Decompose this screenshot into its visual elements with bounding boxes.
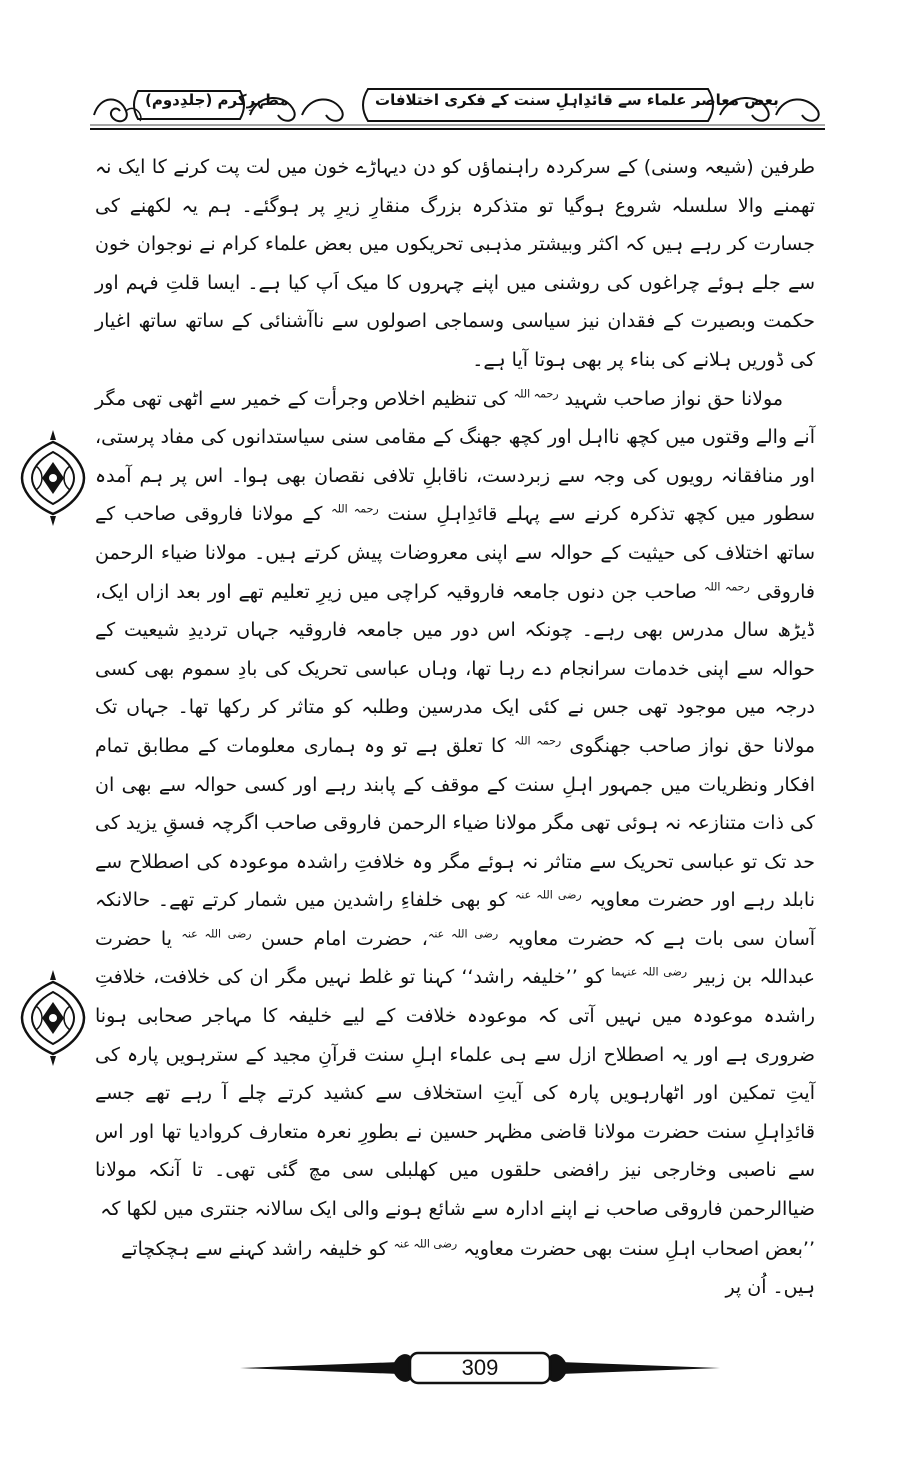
p2-text-d: صاحب جن دنوں جامعہ فاروقیہ کراچی میں زیرِ تعلیم تھے اور بعد ازاں ایک، ڈیڑھ سال مدرس بھی رہے۔ چونکہ اس دور میں جامعہ فاروقیہ جہاں تردیدِ شیعیت کے حوالہ سے اپنی خدمات سرانجام دے رہا تھا، وہاں عباسی تحریک کی بادِ سموم بھی کسی درجہ میں موجود تھی جس نے کئی ایک مدرسین وطلبہ کو متاثر کر رکھا تھا۔ جہاں تک مولانا حق نواز صاحب جھنگوی <box>95 580 816 757</box>
honorific-rh: رحمہ اللہ <box>703 580 750 594</box>
p2-text-a: مولانا حق نواز صاحب شہید <box>564 387 783 410</box>
quote-part-2: کو خلیفہ راشد کہنے سے ہچکچاتے ہیں۔ اُن پر <box>121 1238 815 1298</box>
p2-text-h: یا حضرت عبداللہ بن زبیر <box>95 927 815 989</box>
honorific-ra: رضی اللہ عنہ <box>427 927 499 941</box>
p2-text-b: کی تنظیم اخلاص وجرأت کے خمیر سے اٹھی تھی مگر آنے والے وقتوں میں کچھ نااہل اور کچھ جھنگ کے مقامی سنی سیاستدانوں کی مفاد پرستی، اور منافقانہ رویوں کی وجہ سے زبردست، ناقابلِ تلافی نقصان بھی ہوا۔ اس پر ہم آمدہ سطور میں کچھ تذکرہ کرنے سے پہلے قائدِاہلِ سنت <box>95 387 815 526</box>
paragraph-1-text: طرفین (شیعہ وسنی) کے سرکردہ راہنماؤں کو دن دیہاڑے خون میں لت پت کرنے کا ایک نہ تھمنے والا سلسلہ شروع ہوگیا تو متذکرہ بزرگ منقارِ زیرِ پر ہوگئے۔ ہم یہ لکھنے کی جسارت کر رہے ہیں کہ اکثر وبیشتر مذہبی تحریکوں میں بعض علماء کرام نے نوجوان خون سے جلے ہوئے چراغوں کی روشنی میں اپنے چہروں کا میک اَپ کیا ہے۔ ایسا قلتِ فہم اور حکمت وبصیرت کے فقدان نیز سیاسی وسماجی اصولوں سے ناآشنائی کے ساتھ ساتھ اغیار کی ڈوریں ہلانے کی بناء پر بھی ہوتا آیا ہے۔ <box>95 156 815 371</box>
honorific-ra-dual: رضی اللہ عنہما <box>611 966 688 980</box>
p2-text-f: کو بھی خلفاءِ راشدین میں شمار کرتے تھے۔ حالانکہ آسان سی بات ہے کہ حضرت معاویہ <box>95 889 816 950</box>
honorific-ra: رضی اللہ عنہ <box>393 1237 458 1251</box>
chapter-title: بعض معاصر علماء سے قائدِاہلِ سنت کے فکری اختلافات <box>375 91 779 109</box>
paragraph-1 <box>95 148 815 380</box>
paragraph-2 <box>95 380 815 1229</box>
side-ornament-icon <box>18 968 88 1068</box>
p2-text-e: کا تعلق ہے تو وہ ہماری معلومات کے مطابق تمام افکار ونظریات میں جمہور اہلِ سنت کے موقف کے پابند رہے اور کسی حوالہ سے بھی ان کی ذات متنازعہ نہ ہوئی تھی مگر مولانا ضیاء الرحمن فاروقی صاحب اگرچہ فسقِ یزید کی حد تک تو عباسی تحریک سے متاثر نہ ہوئے مگر وہ خلافتِ راشدہ موعودہ کی اصطلاح سے نابلد رہے اور حضرت معاویہ <box>95 734 815 912</box>
page-footer <box>240 1348 720 1388</box>
honorific-rh: رحمہ اللہ <box>513 387 559 401</box>
quote-part-1: ’’بعض اصحاب اہلِ سنت بھی حضرت معاویہ <box>463 1238 815 1260</box>
p2-text-c: کے مولانا فاروقی صاحب کے ساتھ اختلاف کی حیثیت کے حوالہ سے اپنی معروضات پیش کرتے ہیں۔ مولانا ضیاء الرحمن فاروقی <box>95 503 815 603</box>
p2-text-i: کو ’’خلیفہ راشد‘‘ کہنا تو غلط نہیں مگر ان کی خلافت، خلافتِ راشدہ موعودہ میں نہیں آتی کہ موعودہ خلافت کے لیے خلیفہ کا مہاجر صحابی ہونا ضروری ہے اور یہ اصطلاح ازل سے ہی علماء اہلِ سنت قرآنِ مجید کے سترہویں پارہ کی آیتِ تمکین اور اٹھارہویں پارہ کی آیتِ استخلاف سے کشید کرتے چلے آ رہے تھے جسے قائدِاہلِ سنت حضرت مولانا قاضی مظہر حسین نے بطورِ نعرہ متعارف کروادیا تھا اور اس سے ناصبی وخارجی نیز رافضی حلقوں میں کھلبلی سی مچ گئی تھی۔ تا آنکہ مولانا ضیاالرحمن فاروقی صاحب نے اپنے ادارہ سے شائع ہونے والی ایک سالانہ جنتری میں لکھا کہ <box>95 966 815 1221</box>
honorific-ra: رضی اللہ عنہ <box>181 927 252 941</box>
honorific-rh: رحمہ اللہ <box>331 503 379 517</box>
honorific-rh: رحمہ اللہ <box>514 734 562 748</box>
quote-line <box>95 1230 815 1306</box>
page-number: 309 <box>461 1355 499 1380</box>
side-ornament-icon <box>18 428 88 528</box>
p2-text-g: ، حضرت امام حسن <box>260 927 428 950</box>
honorific-ra: رضی اللہ عنہ <box>514 888 582 902</box>
body-text <box>95 148 815 1229</box>
running-header <box>90 85 825 133</box>
book-title: مظہرِکرم (جلدِدوم) <box>145 91 289 109</box>
